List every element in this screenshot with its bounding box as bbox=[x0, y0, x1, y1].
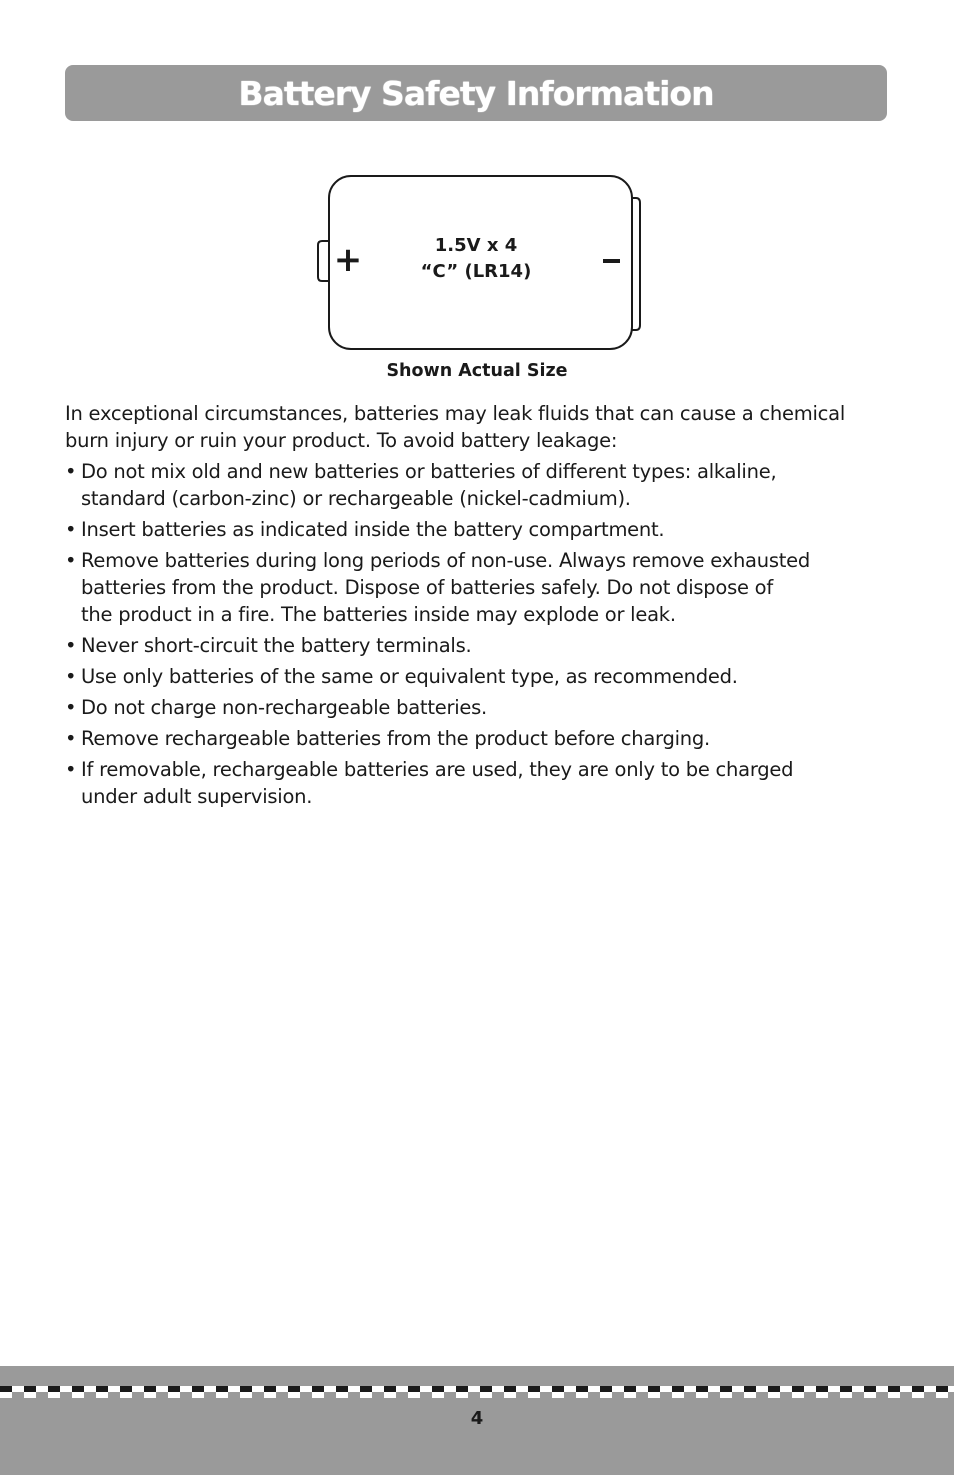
list-item bbox=[65, 663, 895, 690]
bullet-icon: • bbox=[65, 460, 77, 483]
list-item bbox=[65, 725, 895, 752]
list-item-line: the product in a fire. The batteries inside may explode or leak. bbox=[81, 603, 676, 626]
page-title: Battery Safety Information bbox=[238, 73, 714, 113]
checker-row bbox=[0, 1392, 954, 1398]
list-item bbox=[65, 694, 895, 721]
list-item-line: Do not charge non-rechargeable batteries. bbox=[81, 696, 488, 719]
safety-instructions bbox=[65, 400, 895, 814]
safety-bullet-list bbox=[65, 458, 895, 810]
intro-line: In exceptional circumstances, batteries may leak fluids that can cause a chemical bbox=[65, 402, 845, 425]
list-item-line: Insert batteries as indicated inside the battery compartment. bbox=[81, 518, 665, 541]
title-banner bbox=[65, 65, 887, 121]
bullet-icon: • bbox=[65, 549, 77, 572]
bullet-icon: • bbox=[65, 696, 77, 719]
page-number: 4 bbox=[470, 1408, 484, 1429]
bullet-icon: • bbox=[65, 634, 77, 657]
list-item-line: Never short-circuit the battery terminals. bbox=[81, 634, 472, 657]
list-item bbox=[65, 756, 895, 810]
list-item-line: Do not mix old and new batteries or batteries of different types: alkaline, bbox=[81, 460, 777, 483]
intro-paragraph bbox=[65, 400, 895, 454]
list-item-line: batteries from the product. Dispose of batteries safely. Do not dispose of bbox=[81, 576, 773, 599]
battery-positive-terminal bbox=[318, 241, 329, 281]
list-item bbox=[65, 458, 895, 512]
battery-negative-symbol bbox=[603, 259, 620, 263]
list-item bbox=[65, 632, 895, 659]
battery-spec-label bbox=[376, 233, 576, 285]
list-item bbox=[65, 516, 895, 543]
battery-voltage-count: 1.5V x 4 bbox=[434, 235, 518, 256]
list-item bbox=[65, 547, 895, 628]
bullet-icon: • bbox=[65, 665, 77, 688]
battery-negative-cap bbox=[632, 198, 640, 330]
intro-line: burn injury or ruin your product. To avoid battery leakage: bbox=[65, 429, 618, 452]
bullet-icon: • bbox=[65, 727, 77, 750]
battery-type: “C” (LR14) bbox=[420, 261, 532, 282]
list-item-line: under adult supervision. bbox=[81, 785, 313, 808]
battery-positive-symbol: + bbox=[333, 240, 363, 280]
list-item-line: Remove batteries during long periods of non-use. Always remove exhausted bbox=[81, 549, 811, 572]
list-item-line: Use only batteries of the same or equivalent type, as recommended. bbox=[81, 665, 738, 688]
list-item-line: If removable, rechargeable batteries are used, they are only to be charged bbox=[81, 758, 794, 781]
checkered-border bbox=[0, 1386, 954, 1398]
list-item-line: standard (carbon-zinc) or rechargeable (nickel-cadmium). bbox=[81, 487, 631, 510]
bullet-icon: • bbox=[65, 518, 77, 541]
battery-caption: Shown Actual Size bbox=[386, 361, 568, 381]
bullet-icon: • bbox=[65, 758, 77, 781]
list-item-line: Remove rechargeable batteries from the product before charging. bbox=[81, 727, 710, 750]
